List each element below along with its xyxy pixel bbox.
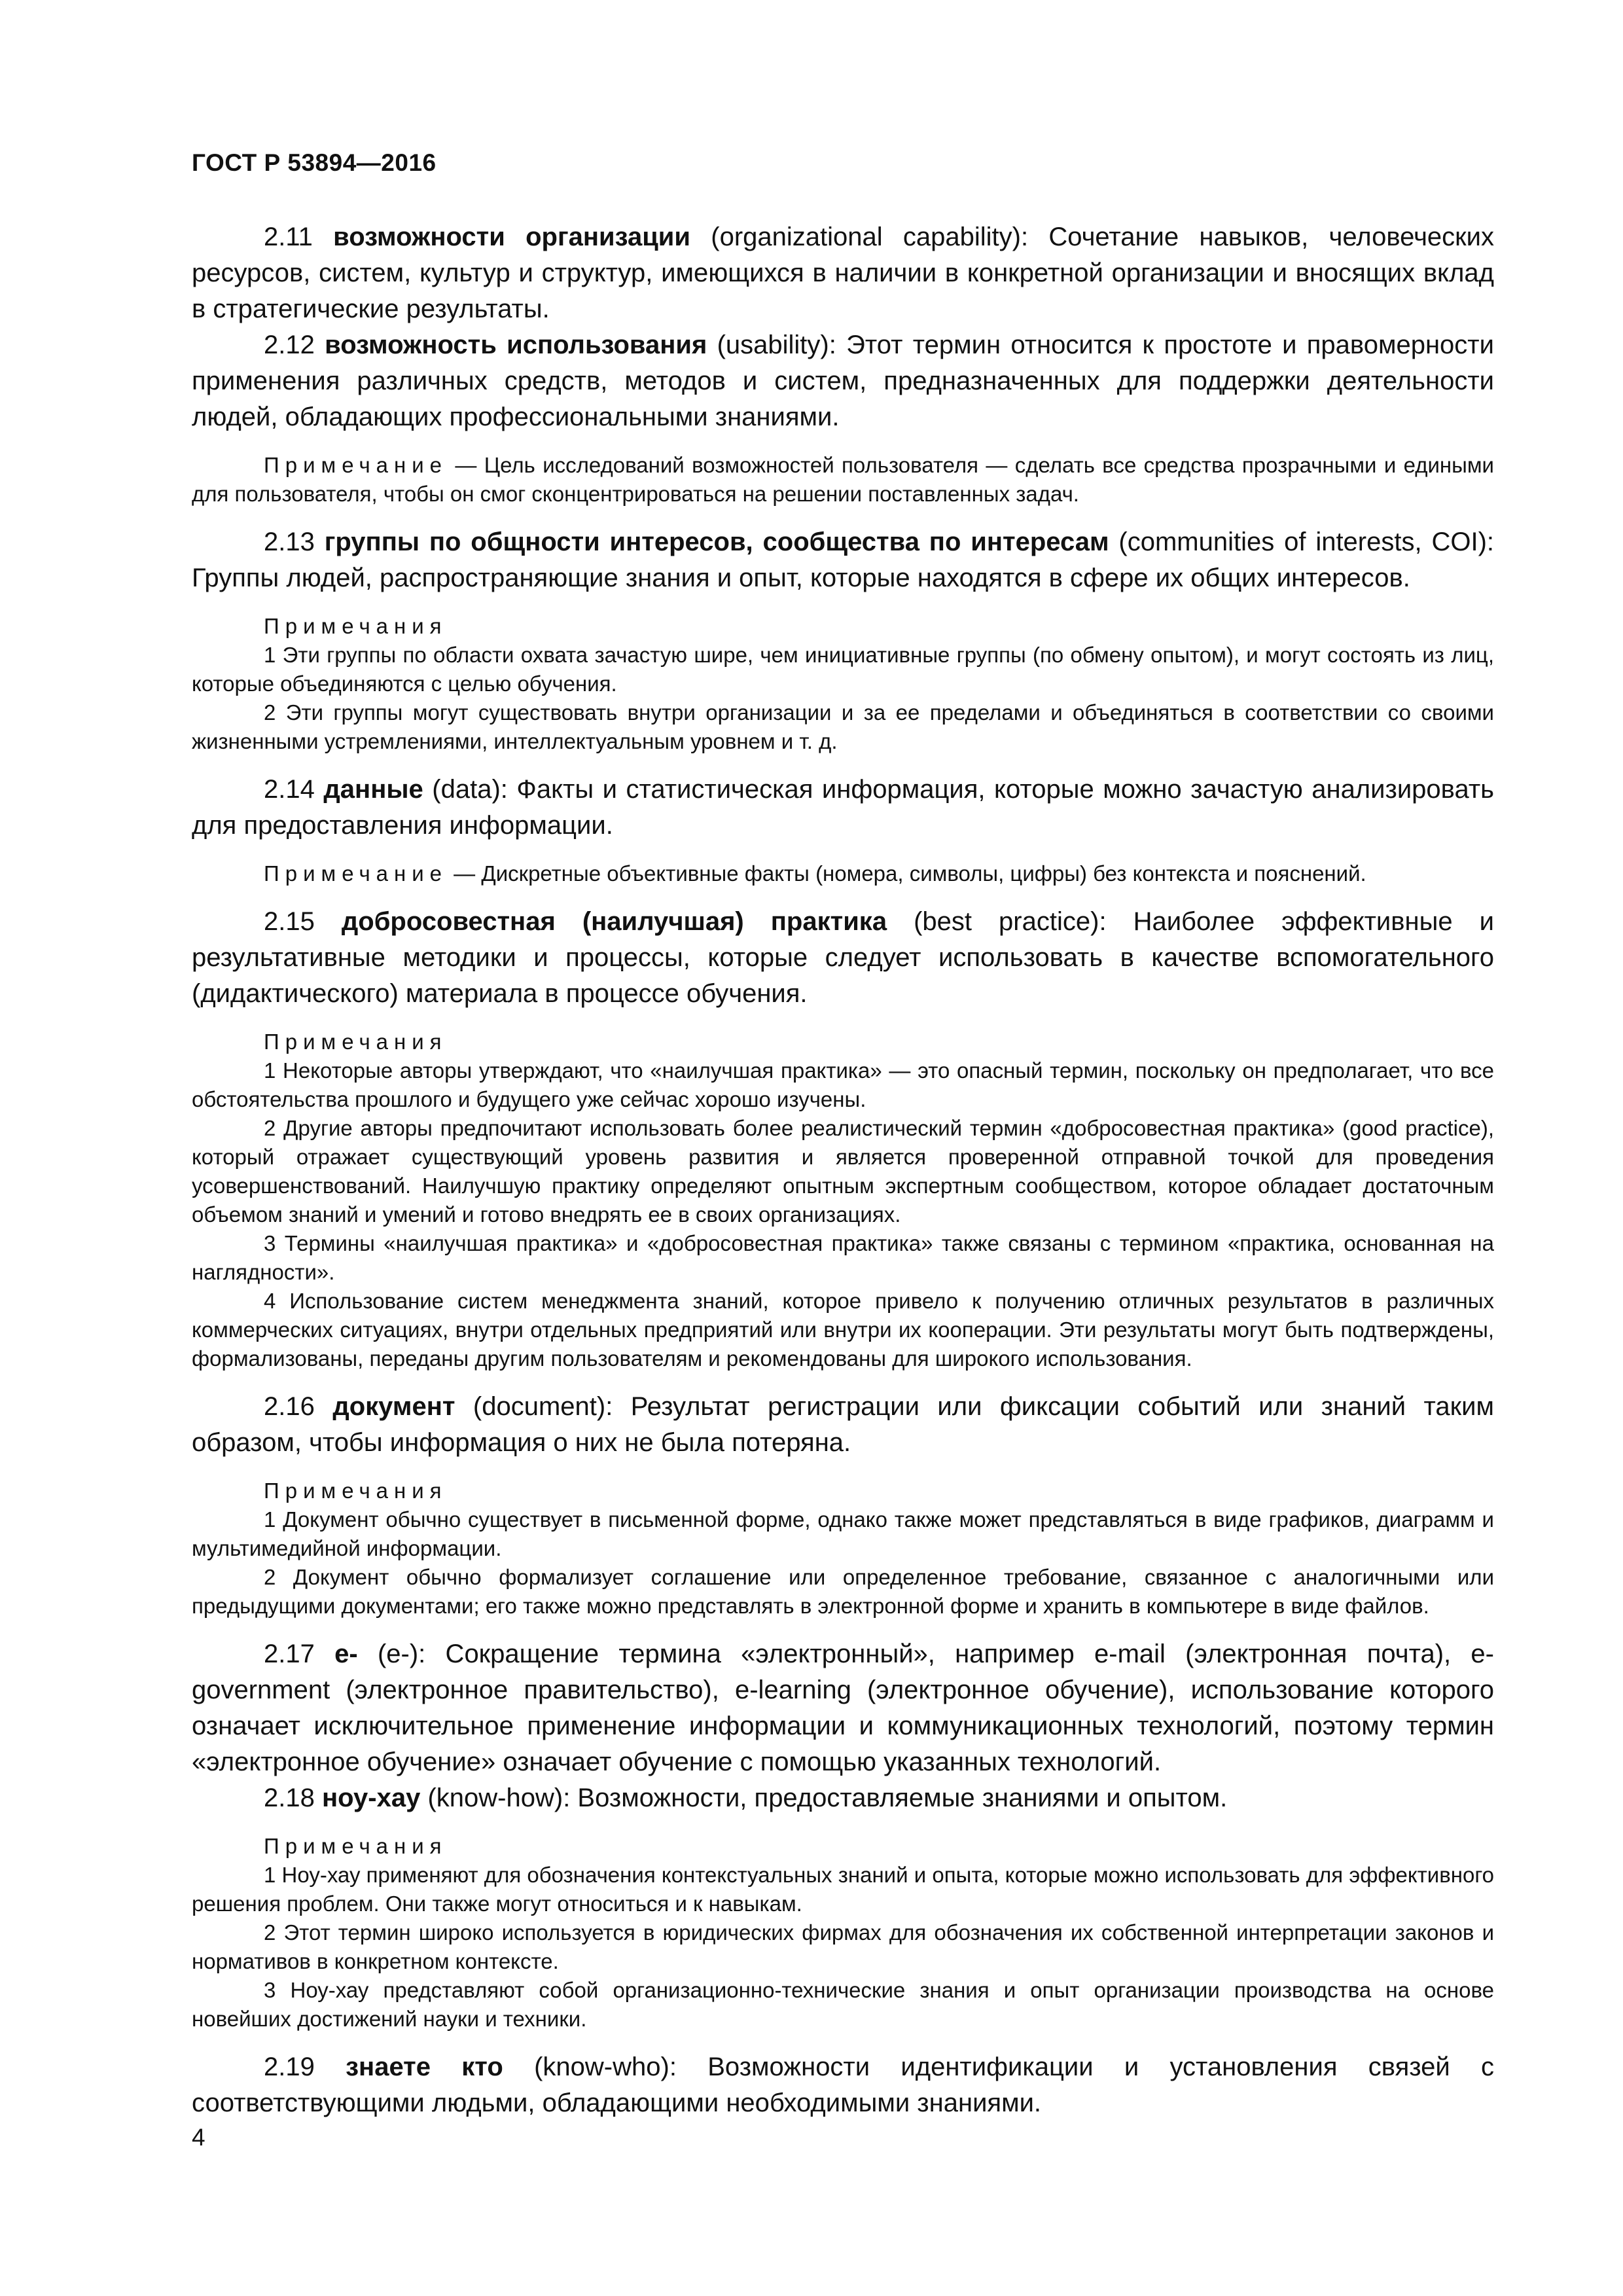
terms-section	[192, 219, 1494, 2121]
term-name: e-	[334, 1640, 358, 1668]
term-name: добросовестная (наилучшая) практика	[341, 907, 887, 936]
term-entry	[192, 2049, 1494, 2121]
term-definition-text: (e-): Сокращение термина «электронный», например e-mail (электронная почта), e-government (электронное правительство), e-learning (электронное обучение), использование которого означает исключительное применение информации и коммуникационных технологий, поэтому термин «электронное обучение» означает обучение с помощью указанных технологий.	[192, 1640, 1494, 1776]
term-definition	[192, 904, 1494, 1012]
term-entry	[192, 524, 1494, 756]
term-number: 2.11	[264, 223, 313, 251]
note-item: 4 Использование систем менеджмента знаний, которое привело к получению отличных результатов в различных коммерческих ситуациях, внутри отдельных предприятий или внутри их кооперации. Эти результаты могут быть подтверждены, формализованы, переданы другим пользователям и рекомендованы для широкого использования.	[192, 1289, 1494, 1371]
term-definition-text: (know-who): Возможности идентификации и установления связей с соответствующими людьми, обладающими необходимыми знаниями.	[192, 2053, 1494, 2117]
notes-heading: Примечания	[264, 1479, 448, 1503]
term-definition-text: (best practice): Наиболее эффективные и результативные методики и процессы, которые следует использовать в качестве вспомогательного (дидактического) материала в процессе обучения.	[192, 907, 1494, 1008]
term-definition	[192, 1389, 1494, 1461]
note-block	[192, 612, 1494, 756]
document-code-header: ГОСТ Р 53894—2016	[192, 149, 437, 176]
note-item: 1 Документ обычно существует в письменной форме, однако также может представляться в виде графиков, диаграмм и мультимедийной информации.	[192, 1507, 1494, 1560]
term-definition	[192, 772, 1494, 844]
note-item: 3 Ноу-хау представляют собой организационно-технические знания и опыт организации производства на основе новейших достижений науки и техники.	[192, 1978, 1494, 2031]
term-number: 2.19	[264, 2053, 315, 2081]
note-block	[192, 451, 1494, 509]
note-text: — Дискретные объективные факты (номера, символы, цифры) без контекста и пояснений.	[448, 861, 1366, 886]
term-number: 2.18	[264, 1784, 315, 1812]
term-number: 2.17	[264, 1640, 315, 1668]
term-definition-text: (usability): Этот термин относится к простоте и правомерности применения различных средств, методов и систем, предназначенных для поддержки деятельности людей, обладающих профессиональными знаниями.	[192, 331, 1494, 431]
term-number: 2.12	[264, 331, 315, 359]
note-block	[192, 1477, 1494, 1621]
notes-heading: Примечания	[264, 1834, 448, 1858]
term-definition	[192, 1780, 1494, 1816]
term-entry	[192, 772, 1494, 888]
term-definition	[192, 219, 1494, 327]
term-name: возможности организации	[333, 223, 690, 251]
note-item: 3 Термины «наилучшая практика» и «добросовестная практика» также связаны с термином «практика, основанная на наглядности».	[192, 1231, 1494, 1284]
term-entry	[192, 1780, 1494, 2034]
note-text: — Цель исследований возможностей пользователя — сделать все средства прозрачными и едиными для пользователя, чтобы он смог сконцентрироваться на решении поставленных задач.	[192, 453, 1494, 506]
term-definition	[192, 1636, 1494, 1780]
term-definition	[192, 2049, 1494, 2121]
notes-heading: Примечания	[264, 1030, 448, 1054]
term-definition-text: (know-how): Возможности, предоставляемые знаниями и опытом.	[427, 1784, 1228, 1812]
note-item: 2 Другие авторы предпочитают использовать более реалистический термин «добросовестная практика» (good practice), который отражает существующий уровень развития и является проверенной отправной точкой для проведения усовершенствований. Наилучшую практику определяют опытным экспертным сообществом, которое обладает достаточным объемом знаний и умений и готово внедрять ее в своих организациях.	[192, 1116, 1494, 1227]
term-definition-text: (document): Результат регистрации или фиксации событий или знаний таким образом, чтобы информация о них не была потеряна.	[192, 1392, 1494, 1457]
term-name: документ	[332, 1392, 455, 1421]
term-name: ноу-хау	[321, 1784, 421, 1812]
term-entry	[192, 1389, 1494, 1621]
note-item: 2 Документ обычно формализует соглашение или определенное требование, связанное с аналогичными или предыдущими документами; его также можно представлять в электронной форме и хранить в компьютере в виде файлов.	[192, 1565, 1494, 1618]
term-name: знаете кто	[346, 2053, 503, 2081]
term-definition	[192, 524, 1494, 596]
term-definition	[192, 327, 1494, 435]
term-definition-text: (organizational capability): Сочетание навыков, человеческих ресурсов, систем, культур и структур, имеющихся в наличии в конкретной организации и вносящих вклад в стратегические результаты.	[192, 223, 1494, 323]
note-item: 2 Эти группы могут существовать внутри организации и за ее пределами и объединяться в соответствии со своими жизненными устремлениями, интеллектуальным уровнем и т. д.	[192, 700, 1494, 753]
term-number: 2.14	[264, 775, 315, 804]
term-entry	[192, 1636, 1494, 1780]
term-entry	[192, 904, 1494, 1373]
term-definition-text: (data): Факты и статистическая информация, которые можно зачастую анализировать для предоставления информации.	[192, 775, 1494, 840]
term-definition-text: (communities of interests, COI): Группы людей, распространяющие знания и опыт, которые находятся в сфере их общих интересов.	[192, 528, 1494, 592]
term-name: данные	[323, 775, 423, 804]
term-name: возможность использования	[325, 331, 707, 359]
note-label: Примечание	[264, 453, 448, 477]
note	[192, 859, 1494, 888]
term-entry	[192, 219, 1494, 327]
note-item: 1 Некоторые авторы утверждают, что «наилучшая практика» — это опасный термин, поскольку он предполагает, что все обстоятельства прошлого и будущего уже сейчас хорошо изучены.	[192, 1058, 1494, 1111]
note-item: 1 Эти группы по области охвата зачастую шире, чем инициативные группы (по обмену опытом), и могут состоять из лиц, которые объединяются с целью обучения.	[192, 643, 1494, 696]
note-label: Примечание	[264, 861, 448, 886]
note-item: 2 Этот термин широко используется в юридических фирмах для обозначения их собственной интерпретации законов и нормативов в конкретном контексте.	[192, 1920, 1494, 1973]
term-number: 2.13	[264, 528, 315, 556]
term-name: группы по общности интересов, сообщества по интересам	[324, 528, 1109, 556]
note-block	[192, 859, 1494, 888]
term-entry	[192, 327, 1494, 509]
note-block	[192, 1832, 1494, 2034]
note-block	[192, 1028, 1494, 1373]
note-item: 1 Ноу-хау применяют для обозначения контекстуальных знаний и опыта, которые можно использовать для эффективного решения проблем. Они также могут относиться и к навыкам.	[192, 1863, 1494, 1916]
page-number: 4	[192, 2124, 205, 2151]
term-number: 2.16	[264, 1392, 315, 1421]
term-number: 2.15	[264, 907, 315, 936]
notes-heading: Примечания	[264, 614, 448, 638]
note	[192, 451, 1494, 509]
